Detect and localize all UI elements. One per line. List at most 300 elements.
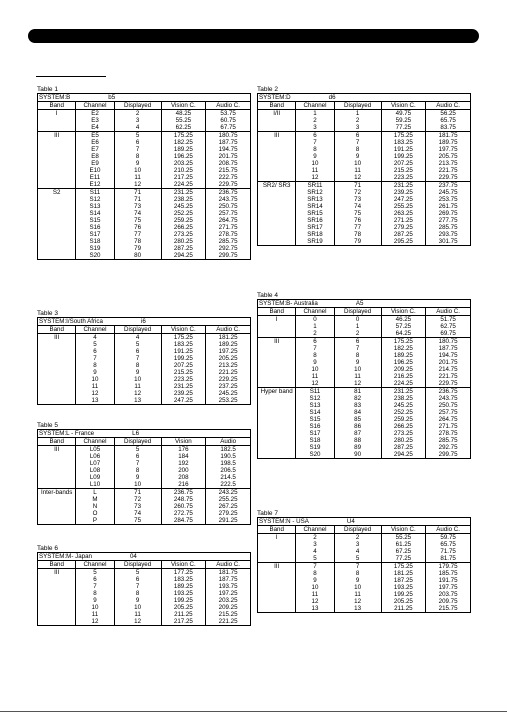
table-header-row [258, 308, 471, 316]
table-cell: 67.25 [381, 548, 426, 555]
band-cell [38, 390, 76, 397]
table-cell: 77.25 [381, 555, 426, 563]
band-cell [258, 167, 296, 174]
table-label: Table 5 [37, 422, 58, 429]
column-header: Displayed [334, 102, 381, 110]
band-cell: III [258, 132, 296, 140]
table-row [258, 548, 471, 555]
table-cell: 182.5 [206, 446, 251, 454]
table-cell: 2 [334, 534, 381, 542]
channel-table [257, 93, 471, 246]
table-row [38, 196, 251, 203]
section-underline [36, 76, 106, 77]
table-cell: 74 [334, 203, 381, 210]
table-cell: 197.25 [206, 590, 251, 597]
band-cell: S2 [38, 189, 76, 197]
table-cell: 9 [114, 597, 161, 604]
table-cell: 81 [334, 388, 381, 396]
table-row [38, 604, 251, 611]
table-cell: 194.75 [426, 352, 471, 359]
table-row [258, 395, 471, 402]
table-cell: 299.75 [426, 451, 471, 459]
table-cell: 183.25 [161, 576, 206, 583]
table-cell: S14 [76, 210, 114, 217]
table-cell: 231.25 [381, 388, 426, 396]
table-cell: 222.75 [206, 174, 251, 181]
table-cell: 255.25 [206, 496, 251, 503]
table-row [258, 423, 471, 430]
band-cell [258, 430, 296, 437]
table-row [38, 231, 251, 238]
table-cell: 48.25 [161, 110, 206, 118]
table-row [258, 210, 471, 217]
column-header: Audio C. [206, 561, 251, 569]
table-cell: 77.25 [381, 124, 426, 132]
table-cell: 190.5 [206, 453, 251, 460]
table-cell: 86 [334, 423, 381, 430]
table-cell: 6 [114, 348, 161, 355]
table-cell: 217.25 [161, 618, 206, 626]
table-row [258, 323, 471, 330]
table-cell: 11 [114, 383, 161, 390]
band-cell [38, 174, 76, 181]
table-cell: 271.75 [426, 423, 471, 430]
band-cell: III [38, 132, 76, 140]
table-cell: 8 [114, 467, 161, 474]
band-cell [38, 503, 76, 510]
table-cell: 75 [334, 210, 381, 217]
band-cell [38, 369, 76, 376]
table-cell: 216 [161, 481, 206, 489]
system-row [38, 318, 251, 326]
table-cell: 5 [114, 569, 161, 577]
table-cell: 175.25 [381, 132, 426, 140]
table-cell: 247.25 [161, 397, 206, 405]
table-5 [37, 422, 251, 525]
table-cell: 10 [334, 160, 381, 167]
table-cell: 2 [114, 110, 161, 118]
table-row [258, 430, 471, 437]
table-cell: E2 [76, 110, 114, 118]
table-cell: 187.75 [206, 139, 251, 146]
table-cell: 4 [334, 548, 381, 555]
table-row [38, 334, 251, 342]
table-row [258, 110, 471, 118]
table-cell: 252.25 [161, 210, 206, 217]
table-cell: 181.25 [206, 334, 251, 342]
table-cell: 197.25 [206, 348, 251, 355]
table-cell: 189.25 [206, 341, 251, 348]
table-row [38, 510, 251, 517]
column-header: Band [38, 326, 76, 334]
table-label: Table 3 [37, 310, 58, 317]
table-cell: S13 [76, 203, 114, 210]
table-cell: 6 [296, 132, 334, 140]
table-cell: 13 [76, 397, 114, 405]
table-cell: N [76, 503, 114, 510]
table-cell: 46.25 [381, 316, 426, 324]
table-cell: 194.75 [206, 146, 251, 153]
band-cell [258, 196, 296, 203]
table-cell: 224.25 [381, 380, 426, 388]
table-cell: 62.25 [161, 124, 206, 132]
band-cell [258, 160, 296, 167]
table-cell: 9 [114, 474, 161, 481]
table-cell: 271.25 [381, 217, 426, 224]
band-cell [38, 583, 76, 590]
table-cell: 6 [296, 338, 334, 346]
table-cell: 197.75 [426, 146, 471, 153]
table-cell: 90 [334, 451, 381, 459]
column-header: Displayed [334, 526, 381, 534]
table-cell: 199.25 [161, 597, 206, 604]
table-cell: S20 [296, 451, 334, 459]
table-cell: 221.25 [206, 369, 251, 376]
table-cell: 193.25 [161, 590, 206, 597]
table-cell: 8 [334, 146, 381, 153]
table-cell: 11 [334, 167, 381, 174]
band-cell [38, 348, 76, 355]
table-cell: 10 [76, 376, 114, 383]
column-header: Audio C. [206, 102, 251, 110]
table-cell: 189.75 [426, 139, 471, 146]
table-cell: 257.75 [426, 409, 471, 416]
table-cell: 13 [296, 605, 334, 613]
table-cell: 59.25 [381, 117, 426, 124]
table-cell: 8 [76, 362, 114, 369]
table-cell: 80 [114, 252, 161, 260]
table-cell: 287.25 [381, 444, 426, 451]
table-cell: 2 [296, 534, 334, 542]
table-cell: 83 [334, 402, 381, 409]
table-row [258, 416, 471, 423]
table-cell: 55.25 [381, 534, 426, 542]
table-cell: 205.75 [426, 153, 471, 160]
band-cell [258, 359, 296, 366]
system-row [38, 553, 251, 561]
table-cell: 261.75 [426, 203, 471, 210]
table-row [38, 362, 251, 369]
table-cell: 6 [114, 453, 161, 460]
table-cell: 8 [334, 570, 381, 577]
band-cell: III [258, 338, 296, 346]
table-cell: 196.25 [161, 153, 206, 160]
band-cell [258, 541, 296, 548]
band-cell [38, 341, 76, 348]
table-cell: 205.25 [381, 598, 426, 605]
band-cell [258, 373, 296, 380]
table-cell: 11 [334, 373, 381, 380]
system-row [258, 518, 471, 526]
system-name: SYSTEM:I/South Africa [39, 318, 103, 325]
table-row [38, 146, 251, 153]
table-cell: 207.25 [161, 362, 206, 369]
band-cell [258, 437, 296, 444]
band-cell [38, 139, 76, 146]
table-cell: 177.25 [161, 569, 206, 577]
table-header-row [38, 326, 251, 334]
table-cell: 6 [76, 348, 114, 355]
table-row [258, 388, 471, 396]
column-header: Audio C. [426, 102, 471, 110]
table-cell: 11 [296, 591, 334, 598]
table-cell: E11 [76, 174, 114, 181]
band-cell [258, 139, 296, 146]
band-cell [258, 124, 296, 132]
table-cell: 12 [296, 380, 334, 388]
table-row [258, 203, 471, 210]
table-cell: 55.25 [161, 117, 206, 124]
table-cell: 221.75 [426, 373, 471, 380]
band-cell [38, 124, 76, 132]
table-row [258, 605, 471, 613]
table-cell: 181.75 [206, 569, 251, 577]
table-row [258, 124, 471, 132]
column-header: Displayed [334, 308, 381, 316]
table-cell: 231.25 [161, 189, 206, 197]
system-name: SYSTEM:B [39, 94, 71, 101]
table-cell: 5 [114, 341, 161, 348]
band-cell [38, 117, 76, 124]
table-row [258, 224, 471, 231]
table-cell: 245.25 [381, 402, 426, 409]
table-cell: 4 [114, 334, 161, 342]
table-cell: 6 [114, 576, 161, 583]
band-cell [258, 548, 296, 555]
table-cell: S16 [76, 224, 114, 231]
table-cell: 182.25 [381, 345, 426, 352]
table-cell: S15 [296, 416, 334, 423]
table-cell: 59.75 [426, 534, 471, 542]
table-cell: 64.25 [381, 330, 426, 338]
table-cell: S16 [296, 423, 334, 430]
table-cell: 2 [296, 117, 334, 124]
table-cell: 79 [114, 245, 161, 252]
table-cell: 71 [114, 189, 161, 197]
band-cell [38, 231, 76, 238]
table-cell: 8 [114, 153, 161, 160]
table-cell: 7 [296, 563, 334, 571]
table-row [258, 352, 471, 359]
table-row [38, 583, 251, 590]
table-cell: 250.75 [206, 203, 251, 210]
table-cell: SR15 [296, 210, 334, 217]
table-cell: 183.25 [381, 139, 426, 146]
table-cell: 287.25 [381, 231, 426, 238]
table-cell: 236.75 [206, 189, 251, 197]
table-label: Table 7 [257, 510, 278, 517]
table-cell: 74 [114, 210, 161, 217]
band-cell: Inter-bands [38, 489, 76, 497]
table-row [258, 217, 471, 224]
column-header: Vision C. [161, 561, 206, 569]
table-cell: 208.75 [206, 160, 251, 167]
table-row [38, 153, 251, 160]
table-cell: 73 [114, 203, 161, 210]
table-cell: 78 [114, 238, 161, 245]
table-cell: 180.75 [426, 338, 471, 346]
band-cell: III [258, 563, 296, 571]
table-cell: 264.75 [206, 217, 251, 224]
table-cell: 7 [296, 139, 334, 146]
table-cell: 279.25 [381, 224, 426, 231]
table-cell: 292.75 [426, 444, 471, 451]
table-cell: 3 [296, 124, 334, 132]
table-cell: 193.75 [206, 583, 251, 590]
table-cell: 205.25 [206, 355, 251, 362]
band-cell [38, 611, 76, 618]
table-cell: 284.75 [161, 517, 206, 525]
table-cell: 255.25 [381, 203, 426, 210]
table-cell: 78 [334, 231, 381, 238]
table-cell: 229.75 [426, 174, 471, 182]
table-cell: 10 [334, 584, 381, 591]
table-cell: 209.75 [426, 598, 471, 605]
table-cell: E3 [76, 117, 114, 124]
column-header: Band [258, 102, 296, 110]
table-cell: 273.25 [381, 430, 426, 437]
band-cell [258, 584, 296, 591]
band-cell [38, 383, 76, 390]
table-cell: 9 [114, 369, 161, 376]
table-cell: 71 [334, 182, 381, 190]
band-cell [258, 146, 296, 153]
table-cell: 191.25 [381, 146, 426, 153]
table-header-row [38, 561, 251, 569]
table-cell: S18 [296, 437, 334, 444]
table-cell: 175.25 [161, 334, 206, 342]
band-cell: III [38, 569, 76, 577]
table-row [38, 139, 251, 146]
table-cell: 12 [114, 181, 161, 189]
table-cell: 236.75 [161, 489, 206, 497]
table-cell: 253.25 [206, 397, 251, 405]
table-cell: 81.75 [426, 555, 471, 563]
band-cell [258, 153, 296, 160]
system-code: i6 [140, 318, 146, 325]
band-cell [38, 224, 76, 231]
column-header: Vision C. [161, 102, 206, 110]
table-row [38, 181, 251, 189]
table-cell: 77 [334, 224, 381, 231]
band-cell [38, 245, 76, 252]
table-cell: 243.75 [206, 196, 251, 203]
band-cell [258, 366, 296, 373]
channel-table [37, 552, 251, 626]
channel-table [257, 299, 471, 459]
column-header: Channel [76, 561, 114, 569]
table-cell: 12 [114, 390, 161, 397]
table-cell: E6 [76, 139, 114, 146]
table-cell: 89 [334, 444, 381, 451]
table-row [38, 217, 251, 224]
table-3 [37, 310, 251, 405]
table-row [258, 437, 471, 444]
table-cell: 4 [296, 548, 334, 555]
table-cell: 7 [114, 355, 161, 362]
table-row [258, 402, 471, 409]
band-cell [258, 323, 296, 330]
table-cell: 82 [334, 395, 381, 402]
table-cell: 65.75 [426, 541, 471, 548]
table-cell: 206.5 [206, 467, 251, 474]
table-cell: 243.25 [206, 489, 251, 497]
table-4 [257, 292, 471, 459]
system-code: L6 [132, 430, 140, 437]
table-cell: 1 [296, 110, 334, 118]
band-cell [258, 570, 296, 577]
table-6 [37, 545, 251, 626]
table-row [38, 489, 251, 497]
table-row [258, 563, 471, 571]
table-cell: 10 [296, 366, 334, 373]
table-cell: 213.75 [426, 160, 471, 167]
table-2 [257, 86, 471, 246]
table-cell: 229.75 [426, 380, 471, 388]
table-cell: 196.25 [381, 359, 426, 366]
band-cell [38, 481, 76, 489]
table-row [38, 517, 251, 525]
table-cell: 87 [334, 430, 381, 437]
table-cell: 217.25 [161, 174, 206, 181]
table-cell: 84 [334, 409, 381, 416]
table-cell: SR17 [296, 224, 334, 231]
band-cell [258, 189, 296, 196]
table-row [258, 160, 471, 167]
table-cell: 224.25 [161, 181, 206, 189]
band-cell [258, 117, 296, 124]
table-cell: 203.25 [206, 597, 251, 604]
table-cell: 176 [161, 446, 206, 454]
table-cell: 1 [296, 323, 334, 330]
table-row [38, 110, 251, 118]
table-cell: 11 [76, 383, 114, 390]
table-cell: 185.75 [426, 570, 471, 577]
table-cell: 79 [334, 238, 381, 246]
table-cell: 238.25 [381, 395, 426, 402]
table-cell: 51.75 [426, 316, 471, 324]
table-cell: 11 [76, 611, 114, 618]
table-cell: 221.25 [206, 618, 251, 626]
band-cell [38, 217, 76, 224]
table-cell: 69.75 [426, 330, 471, 338]
band-cell [38, 203, 76, 210]
table-cell: 291.25 [206, 517, 251, 525]
table-cell: 237.25 [206, 383, 251, 390]
table-cell: 73 [114, 503, 161, 510]
table-cell: 12 [76, 390, 114, 397]
table-cell: 8 [76, 590, 114, 597]
table-cell: 77 [114, 231, 161, 238]
table-cell: 0 [334, 316, 381, 324]
table-cell: 285.75 [426, 437, 471, 444]
table-cell: 12 [296, 174, 334, 182]
table-cell: 4 [114, 124, 161, 132]
column-header: Channel [296, 102, 334, 110]
system-row [38, 430, 251, 438]
bottom-divider [0, 711, 507, 712]
table-row [258, 132, 471, 140]
header-bar [28, 29, 479, 43]
table-cell: 278.75 [206, 231, 251, 238]
table-row [258, 359, 471, 366]
table-row [38, 124, 251, 132]
table-row [38, 597, 251, 604]
band-cell [38, 355, 76, 362]
band-cell [38, 146, 76, 153]
table-cell: 231.25 [161, 383, 206, 390]
table-cell: 292.75 [206, 245, 251, 252]
